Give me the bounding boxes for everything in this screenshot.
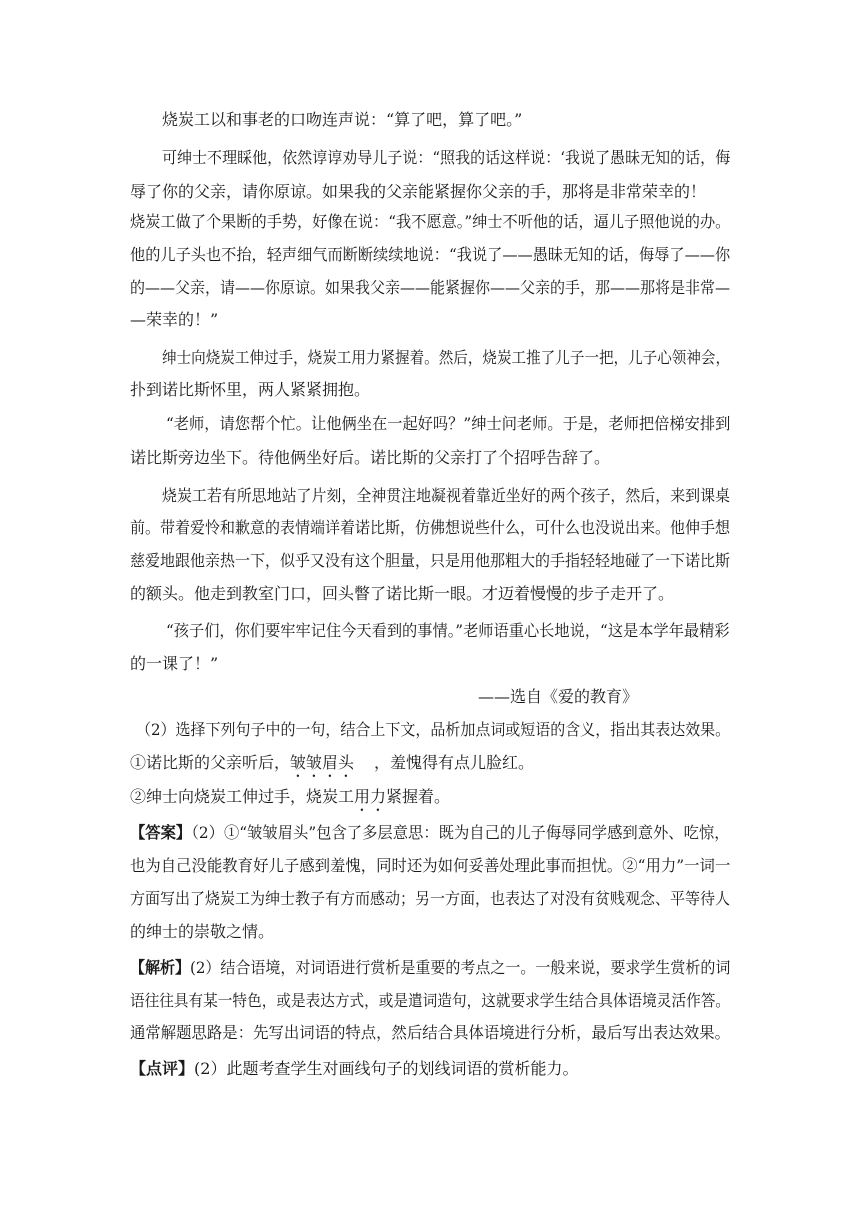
- analysis-tag: 【解析】: [130, 958, 191, 977]
- question-option-1: [130, 751, 534, 775]
- story-line: 绅士向烧炭工伸过手，烧炭工用力紧握着。然后，烧炭工推了儿子一把，儿子心领神会，: [162, 348, 731, 367]
- answer-text: （2）①“皱皱眉头”包含了多层意思：既为自己的儿子侮辱同学感到意外、吃惊，: [191, 823, 730, 842]
- story-line: 烧炭工以和事老的口吻连声说：“算了吧，算了吧。”: [162, 110, 523, 129]
- story-line: —荣幸的！”: [130, 310, 219, 329]
- story-line: 诺比斯旁边坐下。待他俩坐好后。诺比斯的父亲打了个招呼告辞了。: [130, 448, 611, 467]
- source-citation: ——选自《爱的教育》: [478, 687, 639, 706]
- story-line: 慈爱地跟他亲热一下，似乎又没有这个胆量，只是用他那粗大的手指轻轻地碰了一下诺比斯: [130, 551, 731, 570]
- comment-line: [130, 1057, 578, 1081]
- question-prompt: （2）选择下列句子中的一句，结合上下文，品析加点词或短语的含义，指出其表达效果。: [136, 720, 731, 739]
- option-2-marked-phrase: 用力: [354, 787, 387, 806]
- option-1-pre: ①诺比斯的父亲听后，: [130, 753, 291, 772]
- story-line: 烧炭工做了个果断的手势，好像在说：“我不愿意。”绅士不听他的话，逼儿子照他说的办。: [130, 212, 731, 231]
- story-line: “老师，请您帮个忙。让他俩坐在一起好吗？”绅士问老师。于是，老师把倍梯安排到: [166, 414, 731, 433]
- story-line: 的一课了！”: [130, 654, 219, 673]
- answer-line: 方面写出了烧炭工为绅士教子有方而感动；另一方面，也表达了对没有贫贱观念、平等待人: [130, 889, 731, 908]
- story-line: 扑到诺比斯怀里，两人紧紧拥抱。: [130, 380, 371, 399]
- story-line: 可绅士不理睬他，依然谆谆劝导儿子说：“照我的话这样说：‘我说了愚昧无知的话，侮: [162, 148, 731, 167]
- analysis-line: 通常解题思路是：先写出词语的特点，然后结合具体语境进行分析，最后写出表达效果。: [130, 1023, 730, 1042]
- answer-tag: 【答案】: [130, 823, 192, 842]
- option-1-post: ，羞愧得有点儿脸红。: [374, 753, 535, 772]
- story-line: 前。带着爱怜和歉意的表情端详着诺比斯，仿佛想说些什么，可什么也没说出来。他伸手想: [130, 518, 731, 537]
- comment-tag: 【点评】: [130, 1059, 195, 1078]
- answer-line: 也为自己没能教育好儿子感到羞愧，同时还为如何妥善处理此事而担忧。②“用力”一词一: [130, 856, 731, 875]
- analysis-text: (2）结合语境，对词语进行赏析是重要的考点之一。一般来说，要求学生赏析的词: [190, 958, 731, 977]
- story-line: 的——父亲，请——你原谅。如果我父亲——能紧握你——父亲的手，那——那将是非常—: [130, 278, 731, 297]
- answer-line-1: [130, 821, 730, 845]
- option-2-pre: ②绅士向烧炭工伸过手，烧炭工: [130, 787, 355, 806]
- comment-text: (2）此题考查学生对画线句子的划线词语的赏析能力。: [194, 1059, 579, 1078]
- answer-line: 的绅士的崇敬之情。: [130, 922, 275, 941]
- option-2-post: 紧握着。: [386, 787, 451, 806]
- question-option-2: [130, 785, 450, 809]
- analysis-line-1: [130, 956, 730, 980]
- option-1-marked-phrase: 皱皱眉头: [290, 753, 355, 772]
- analysis-line: 语往往具有某一特色，或是表达方式，或是遣词造句，这就要求学生结合具体语境灵活作答。: [130, 991, 730, 1010]
- story-line: 的额头。他走到教室门口，回头瞥了诺比斯一眼。才迈着慢慢的步子走开了。: [130, 584, 675, 603]
- story-line: 他的儿子头也不抬，轻声细气而断断续续地说：“我说了——愚昧无知的话，侮辱了——你: [130, 245, 731, 264]
- story-line: 辱了你的父亲，请你原谅。如果我的父亲能紧握你父亲的手，那将是非常荣幸的！: [130, 182, 707, 201]
- story-line: 烧炭工若有所思地站了片刻，全神贯注地凝视着靠近坐好的两个孩子，然后，来到课桌: [162, 486, 731, 505]
- story-line: “孩子们，你们要牢牢记住今天看到的事情。”老师语重心长地说，“这是本学年最精彩: [166, 621, 730, 640]
